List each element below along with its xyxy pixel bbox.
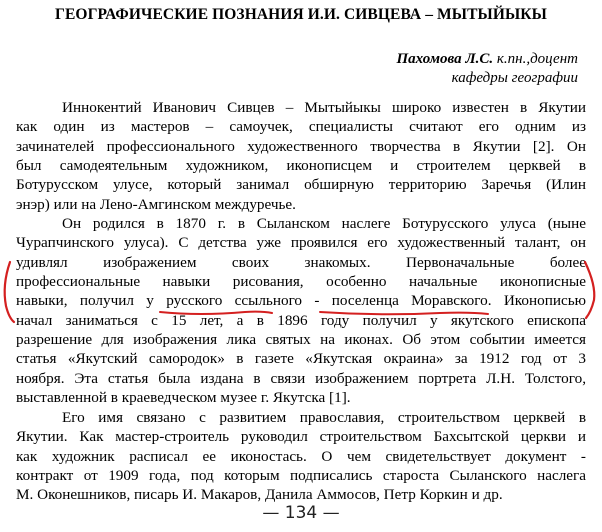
text-line: статья «Якутский самородок» в газете «Якутская окраина» за 1912 год от 3 — [16, 350, 586, 368]
text-line: энэр) или на Лено-Амгинском междуречье. — [16, 195, 296, 213]
text-line: начал заниматься с 15 лет, а в 1896 году получил у якутского епископа — [16, 311, 586, 329]
text-line: Иннокентий Иванович Сивцев – Мытыйыкы широко известен в Якутии — [62, 99, 586, 116]
text-line: М. Оконешников, писарь И. Макаров, Данила Аммосов, Петр Коркин и др. — [16, 486, 503, 504]
text-line: Чурапчинского улуса). С детства уже проявился его художественный талант, он — [16, 234, 586, 252]
text-line: ноября. Эта статья была издана в связи изображением портрета Л.Н. Толстого, — [16, 369, 586, 387]
text-line: разрешение для изображения лика святых на иконах. Об этом событии имеется — [16, 331, 586, 349]
text-line: Ботурусском улусе, который занимал обширную территорию Заречья (Илин — [16, 176, 586, 194]
article-title: ГЕОГРАФИЧЕСКИЕ ПОЗНАНИЯ И.И. СИВЦЕВА – МЫТЫЙЫКЫ — [55, 6, 547, 23]
page-number: — 134 — — [262, 503, 340, 523]
text-line: как художник расписал ее иконостась. О чем свидетельствует документ - — [16, 447, 586, 465]
author-name-line — [396, 50, 578, 69]
author-degree: к.пн.,доцент — [493, 51, 578, 67]
text-line: профессиональные навыки рисования, особенно начальные иконописные — [16, 273, 586, 291]
text-line: Якутии. Как мастер-строитель руководил строительством Бахсытской церкви и — [16, 428, 586, 446]
text-line: был самодеятельным художником, иконописцем и строителем церквей в — [16, 157, 586, 175]
text-line: навыки, получил у русского ссыльного - поселенца Моравского. Иконописью — [16, 292, 586, 310]
text-line: зачинателей профессионального художественного творчества в Якутии [2]. Он — [16, 137, 586, 155]
text-line: контракт от 1909 года, под которым подписались староста Сыланского наслега — [16, 467, 586, 485]
author-block — [396, 50, 578, 88]
paragraph-1 — [16, 98, 586, 214]
right-bracket-mark — [585, 262, 594, 318]
paragraph-2 — [16, 214, 586, 407]
text-line: как один из мастеров – самоучек, специалисты считают его одним из — [16, 118, 586, 136]
text-line: Его имя связано с развитием православия, строительством церквей в — [62, 409, 586, 426]
text-line: выставленной в краеведческом музее г. Якутска [1]. — [16, 389, 351, 407]
paragraph-3 — [16, 408, 586, 505]
left-bracket-mark — [5, 262, 14, 322]
author-department: кафедры географии — [451, 70, 578, 86]
text-line: Он родился в 1870 г. в Сыланском наслеге Ботурусского улуса (ныне — [62, 215, 586, 232]
text-line: удивлял изображением своих знакомых. Первоначальные более — [16, 253, 586, 271]
author-name: Пахомова Л.С. — [396, 51, 494, 67]
